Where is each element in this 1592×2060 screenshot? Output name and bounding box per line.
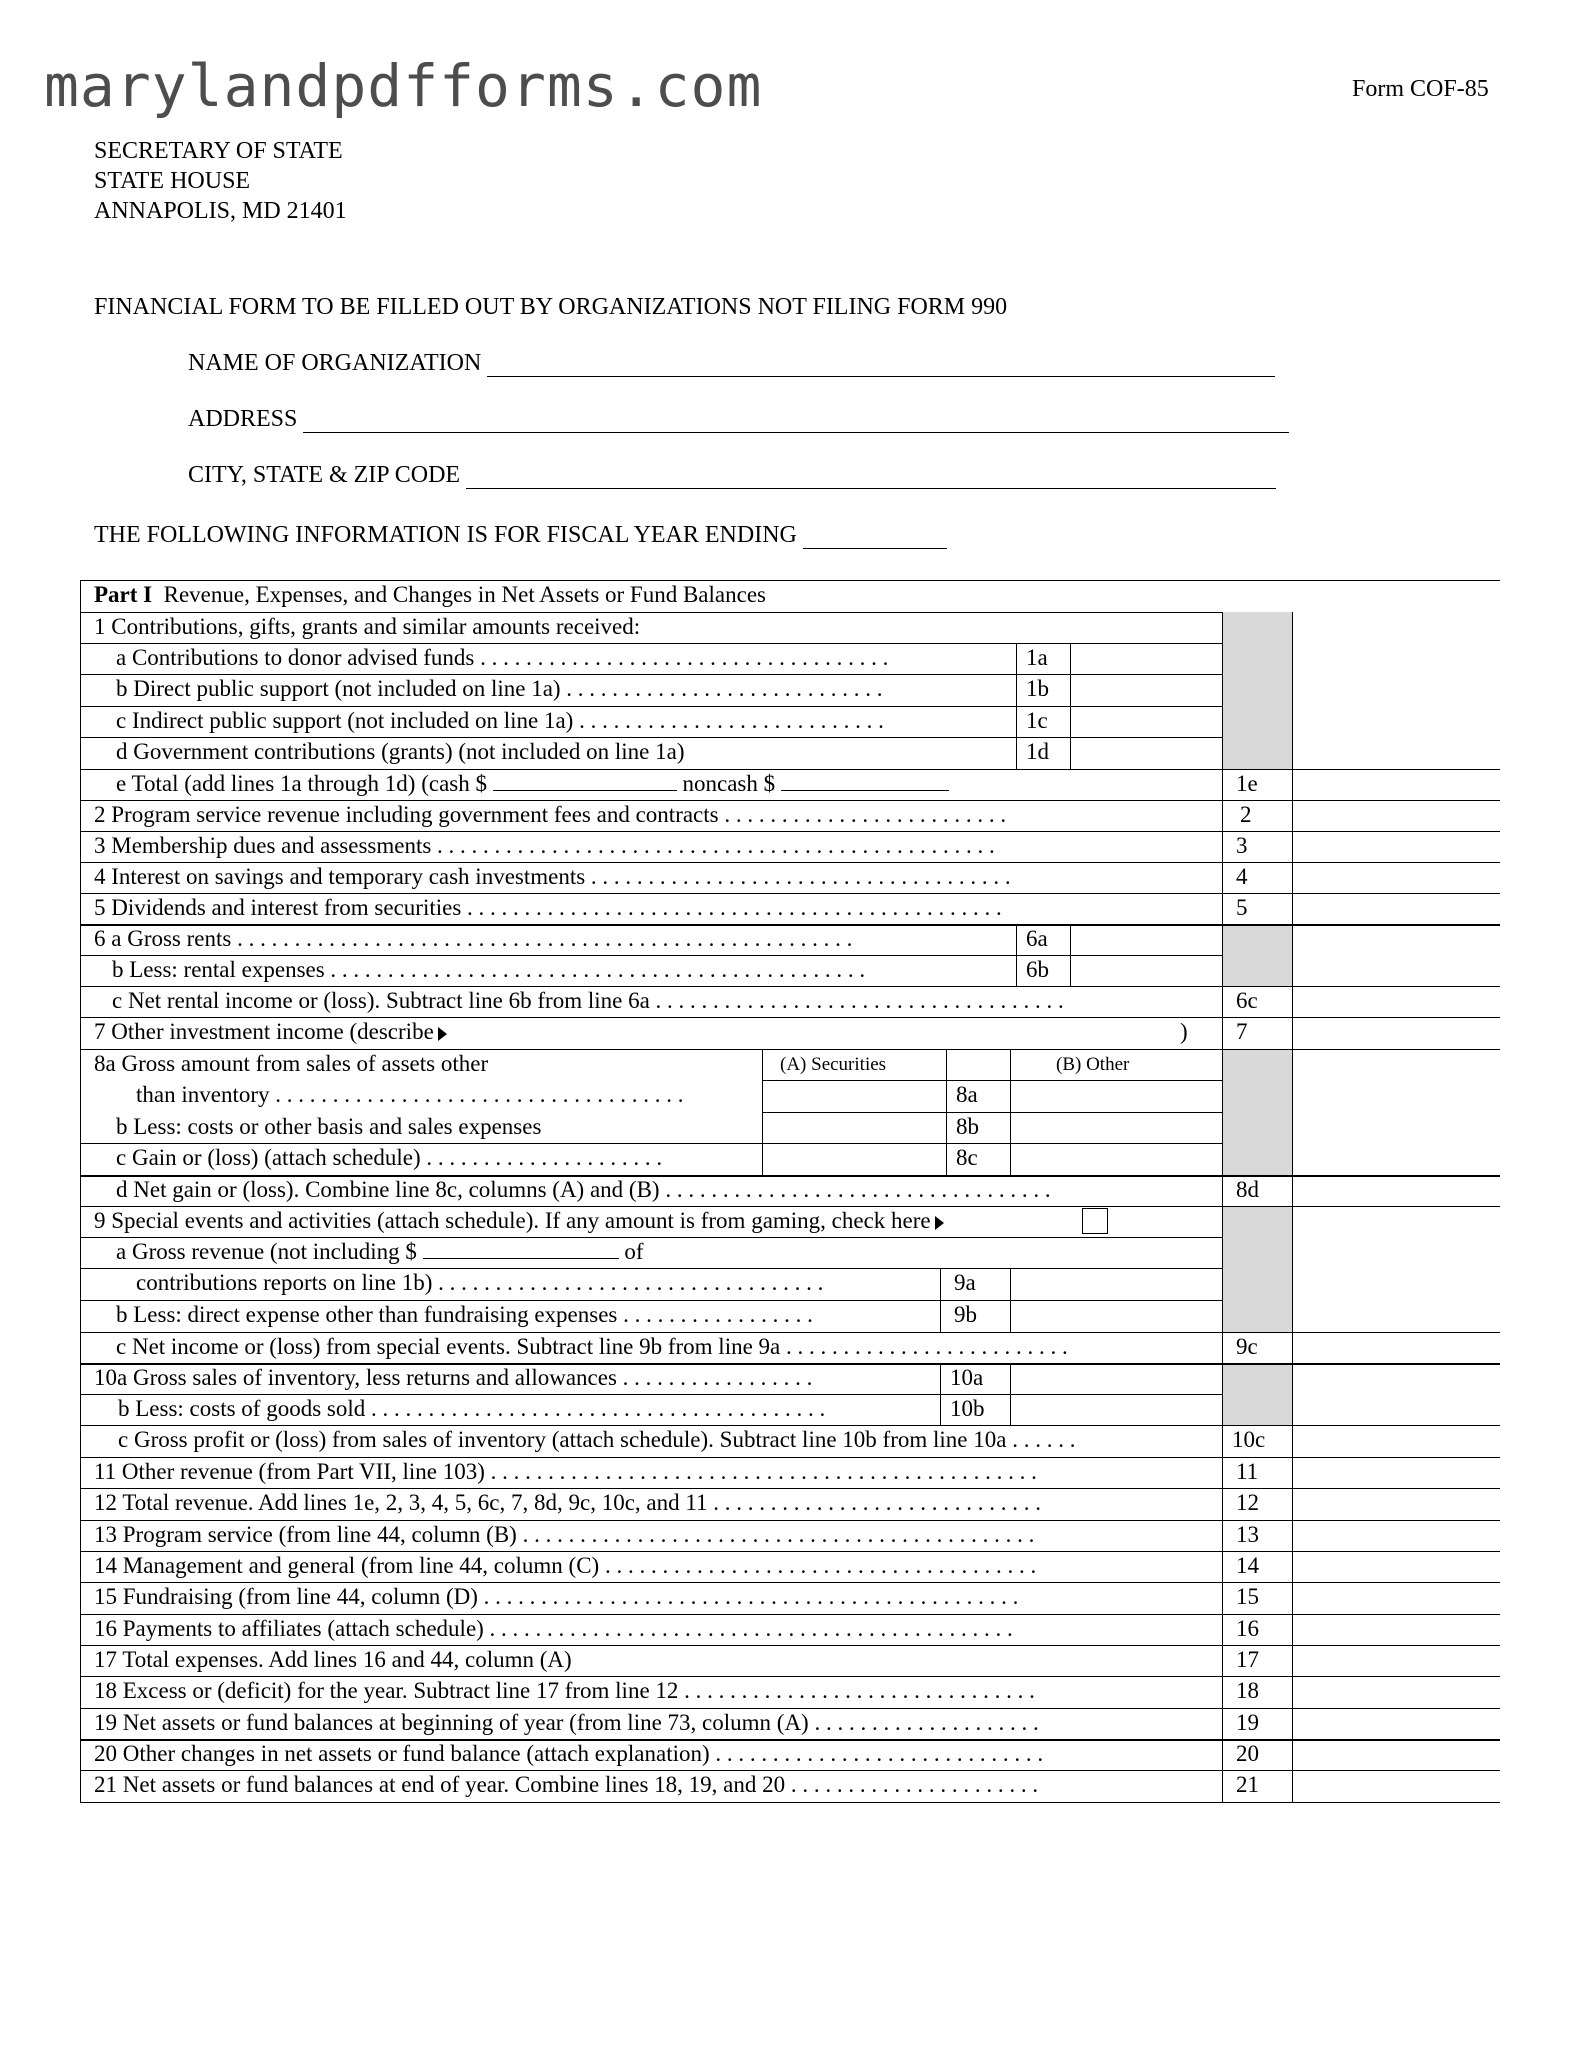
line-7-close-paren: ): [1180, 1019, 1188, 1044]
part1-title: [94, 580, 766, 610]
code-17: 17: [1236, 1647, 1259, 1672]
line-12-text: 12 Total revenue. Add lines 1e, 2, 3, 4, 5, 6c, 7, 8d, 9c, 10c, and 11 . . . . . . . . . . . . . . . . . . . . . . . . . . . . .: [94, 1490, 1042, 1515]
line-13-text: 13 Program service (from line 44, column (B) . . . . . . . . . . . . . . . . . . . . . . . . . . . . . . . . . . . . . . . . . . . . .: [94, 1522, 1035, 1547]
line-1d-text: d Government contributions (grants) (not included on line 1a): [116, 739, 685, 764]
line-21-text: 21 Net assets or fund balances at end of year. Combine lines 18, 19, and 20 . . . . . . . . . . . . . . . . . . . . . .: [94, 1772, 1039, 1797]
arrow-right-icon: [438, 1027, 447, 1041]
fiscal-year-label: THE FOLLOWING INFORMATION IS FOR FISCAL YEAR ENDING: [94, 522, 797, 548]
line-20-text: 20 Other changes in net assets or fund balance (attach explanation) . . . . . . . . . . . . . . . . . . . . . . . . . . . . .: [94, 1741, 1044, 1766]
line-9a-label: a Gross revenue (not including $: [116, 1239, 417, 1264]
line-9a-amount-input[interactable]: [423, 1238, 619, 1259]
line-1e-text: [116, 769, 949, 799]
line-17-text: 17 Total expenses. Add lines 16 and 44, column (A): [94, 1647, 572, 1672]
code-8b: 8b: [956, 1114, 979, 1139]
part1-title-bold: Part I: [94, 582, 153, 607]
line-14-text: 14 Management and general (from line 44, column (C) . . . . . . . . . . . . . . . . . . . . . . . . . . . . . . . . . . . . . .: [94, 1553, 1037, 1578]
code-7: 7: [1236, 1019, 1248, 1044]
address-line: SECRETARY OF STATE: [94, 138, 343, 164]
line-9c-text: c Net income or (loss) from special events. Subtract line 9b from line 9a . . . . . . . . . . . . . . . . . . . . . . . . .: [116, 1334, 1068, 1359]
line-1e-cash-input[interactable]: [493, 770, 677, 791]
code-5: 5: [1236, 895, 1248, 920]
code-6c: 6c: [1236, 988, 1258, 1013]
code-1e: 1e: [1236, 771, 1258, 796]
code-9c: 9c: [1236, 1334, 1258, 1359]
line-8b-text: b Less: costs or other basis and sales expenses: [116, 1114, 542, 1139]
shaded-cell: [1222, 612, 1292, 769]
line-8c-text: c Gain or (loss) (attach schedule) . . . . . . . . . . . . . . . . . . . . .: [116, 1145, 663, 1170]
line-8a-text-2: than inventory . . . . . . . . . . . . . . . . . . . . . . . . . . . . . . . . . . . .: [136, 1082, 684, 1107]
shaded-cell: [1222, 1049, 1292, 1175]
address-label: ADDRESS: [188, 406, 298, 432]
line-6b-text: b Less: rental expenses . . . . . . . . . . . . . . . . . . . . . . . . . . . . . . . . . . . . . . . . . . . . . . .: [112, 957, 866, 982]
code-3: 3: [1236, 833, 1248, 858]
code-15: 15: [1236, 1584, 1259, 1609]
address-line: ANNAPOLIS, MD 21401: [94, 198, 347, 224]
line-11-text: 11 Other revenue (from Part VII, line 103) . . . . . . . . . . . . . . . . . . . . . . . . . . . . . . . . . . . . . . . . . . . . . . . .: [94, 1459, 1037, 1484]
code-12: 12: [1236, 1490, 1259, 1515]
code-14: 14: [1236, 1553, 1259, 1578]
address-line: STATE HOUSE: [94, 168, 251, 194]
line-10c-text: c Gross profit or (loss) from sales of inventory (attach schedule). Subtract line 10b from line 10a . . . . . .: [118, 1427, 1076, 1452]
line-1b-text: b Direct public support (not included on line 1a) . . . . . . . . . . . . . . . . . . . . . . . . . . . .: [116, 676, 883, 701]
code-1b: 1b: [1026, 676, 1049, 701]
line-1e-noncash-input[interactable]: [781, 770, 949, 791]
shaded-cell: [1222, 924, 1292, 986]
code-6b: 6b: [1026, 957, 1049, 982]
line-9b-text: b Less: direct expense other than fundraising expenses . . . . . . . . . . . . . . . . .: [116, 1302, 813, 1327]
code-11: 11: [1236, 1459, 1259, 1484]
organization-name-label: NAME OF ORGANIZATION: [188, 350, 482, 376]
line-9-text: [94, 1206, 944, 1236]
line-9-label: 9 Special events and activities (attach schedule). If any amount is from gaming, check here: [94, 1208, 931, 1233]
arrow-right-icon: [935, 1216, 944, 1230]
line-1e-noncash-label: noncash $: [682, 771, 776, 796]
code-8a: 8a: [956, 1082, 978, 1107]
line-6a-text: 6 a Gross rents . . . . . . . . . . . . . . . . . . . . . . . . . . . . . . . . . . . . . . . . . . . . . . . . . . . . . .: [94, 926, 853, 951]
line-1-text: 1 Contributions, gifts, grants and similar amounts received:: [94, 614, 641, 639]
code-20: 20: [1236, 1741, 1259, 1766]
form-instruction: FINANCIAL FORM TO BE FILLED OUT BY ORGANIZATIONS NOT FILING FORM 990: [94, 294, 1008, 320]
line-1e-cash-label: e Total (add lines 1a through 1d) (cash $: [116, 771, 487, 796]
code-10c: 10c: [1232, 1427, 1266, 1452]
line-6c-text: c Net rental income or (loss). Subtract line 6b from line 6a . . . . . . . . . . . . . . . . . . . . . . . . . . . . . . . . . . . .: [112, 988, 1064, 1013]
code-6a: 6a: [1026, 926, 1048, 951]
code-8d: 8d: [1236, 1177, 1259, 1202]
code-13: 13: [1236, 1522, 1259, 1547]
line-7-text: [94, 1017, 447, 1047]
line-5-text: 5 Dividends and interest from securities . . . . . . . . . . . . . . . . . . . . . . . . . . . . . . . . . . . . . . . . . . . . . . .: [94, 895, 1002, 920]
form-number: Form COF-85: [1352, 76, 1489, 102]
code-16: 16: [1236, 1616, 1259, 1641]
line-2-text: 2 Program service revenue including government fees and contracts . . . . . . . . . . . . . . . . . . . . . . . . .: [94, 802, 1007, 827]
code-10b: 10b: [950, 1396, 985, 1421]
code-18: 18: [1236, 1678, 1259, 1703]
gaming-checkbox[interactable]: [1082, 1208, 1108, 1234]
line-10a-text: 10a Gross sales of inventory, less returns and allowances . . . . . . . . . . . . . . . . .: [94, 1365, 813, 1390]
line-9a-text-2: contributions reports on line 1b) . . . . . . . . . . . . . . . . . . . . . . . . . . . . . . . . . .: [136, 1270, 824, 1295]
line-18-text: 18 Excess or (deficit) for the year. Subtract line 17 from line 12 . . . . . . . . . . . . . . . . . . . . . . . . . . . . . . .: [94, 1678, 1035, 1703]
line-16-text: 16 Payments to affiliates (attach schedule) . . . . . . . . . . . . . . . . . . . . . . . . . . . . . . . . . . . . . . . . . . . . . .: [94, 1616, 1013, 1641]
line-10b-text: b Less: costs of goods sold . . . . . . . . . . . . . . . . . . . . . . . . . . . . . . . . . . . . . . . .: [118, 1396, 826, 1421]
code-4: 4: [1236, 864, 1248, 889]
code-2: 2: [1240, 802, 1252, 827]
shaded-cell: [1222, 1206, 1292, 1332]
code-9b: 9b: [954, 1302, 977, 1327]
code-21: 21: [1236, 1772, 1259, 1797]
column-a-header: (A) Securities: [780, 1054, 887, 1075]
code-9a: 9a: [954, 1270, 976, 1295]
code-19: 19: [1236, 1710, 1259, 1735]
line-3-text: 3 Membership dues and assessments . . . . . . . . . . . . . . . . . . . . . . . . . . . . . . . . . . . . . . . . . . . . . . . . .: [94, 833, 995, 858]
line-4-text: 4 Interest on savings and temporary cash investments . . . . . . . . . . . . . . . . . . . . . . . . . . . . . . . . . . . . .: [94, 864, 1011, 889]
line-19-text: 19 Net assets or fund balances at beginning of year (from line 73, column (A) . . . . . . . . . . . . . . . . . . . .: [94, 1710, 1039, 1735]
city-state-zip-label: CITY, STATE & ZIP CODE: [188, 462, 461, 488]
watermark: marylandpdfforms.com: [44, 52, 763, 120]
code-1c: 1c: [1026, 708, 1048, 733]
line-9a-of: of: [624, 1239, 644, 1264]
code-1d: 1d: [1026, 739, 1049, 764]
line-8d-text: d Net gain or (loss). Combine line 8c, columns (A) and (B) . . . . . . . . . . . . . . . . . . . . . . . . . . . . . . . . . .: [116, 1177, 1051, 1202]
column-b-header: (B) Other: [1056, 1054, 1130, 1075]
shaded-cell: [1222, 1363, 1292, 1425]
line-9a-text-1: [116, 1237, 644, 1267]
line-15-text: 15 Fundraising (from line 44, column (D) . . . . . . . . . . . . . . . . . . . . . . . . . . . . . . . . . . . . . . . . . . . . . . .: [94, 1584, 1019, 1609]
line-8a-text-1: 8a Gross amount from sales of assets other: [94, 1051, 489, 1076]
part1-title-text: Revenue, Expenses, and Changes in Net Assets or Fund Balances: [163, 582, 766, 607]
line-7-label: 7 Other investment income (describe: [94, 1019, 434, 1044]
line-1c-text: c Indirect public support (not included on line 1a) . . . . . . . . . . . . . . . . . . . . . . . . . . .: [116, 708, 884, 733]
line-1a-text: a Contributions to donor advised funds . . . . . . . . . . . . . . . . . . . . . . . . . . . . . . . . . . . .: [116, 645, 889, 670]
code-8c: 8c: [956, 1145, 978, 1170]
code-10a: 10a: [950, 1365, 984, 1390]
code-1a: 1a: [1026, 645, 1048, 670]
